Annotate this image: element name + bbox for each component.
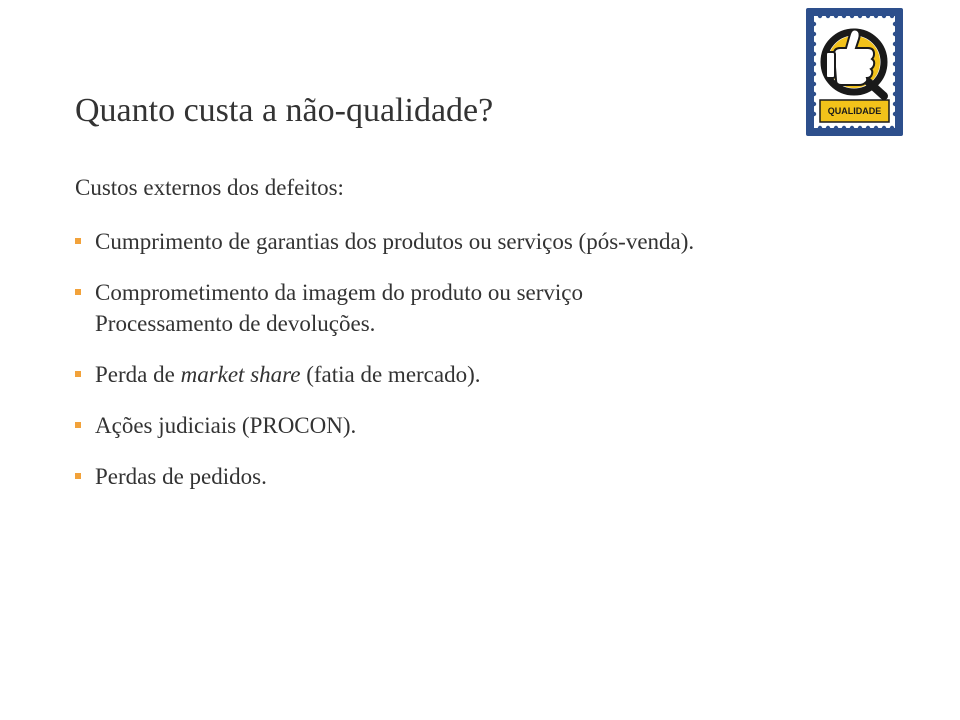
bullet-text: Perdas de pedidos. [95, 464, 267, 489]
bullet-text-italic: market share [180, 362, 301, 387]
bullet-item [75, 461, 875, 492]
bullet-text-post: (fatia de mercado). [300, 362, 481, 387]
bullet-marker-icon [75, 289, 81, 295]
bullet-text: Ações judiciais (PROCON). [95, 413, 357, 438]
slide-title: Quanto custa a não-qualidade? [75, 92, 494, 129]
bullet-text: Cumprimento de garantias dos produtos ou serviços (pós-venda). [95, 229, 695, 254]
bullet-item [75, 226, 875, 257]
bullet-item [75, 359, 875, 390]
slide-intro: Custos externos dos defeitos: [75, 175, 344, 200]
bullet-list [75, 226, 875, 512]
bullet-marker-icon [75, 238, 81, 244]
quality-logo [806, 8, 903, 136]
logo-label: QUALIDADE [827, 106, 882, 116]
bullet-item [75, 410, 875, 441]
bullet-text [95, 359, 875, 390]
bullet-marker-icon [75, 473, 81, 479]
bullet-marker-icon [75, 371, 81, 377]
bullet-text: Comprometimento da imagem do produto ou serviço [95, 280, 584, 305]
bullet-marker-icon [75, 422, 81, 428]
bullet-text: Processamento de devoluções. [95, 311, 376, 336]
bullet-text-pre: Perda de [95, 362, 181, 387]
bullet-item [75, 277, 875, 339]
